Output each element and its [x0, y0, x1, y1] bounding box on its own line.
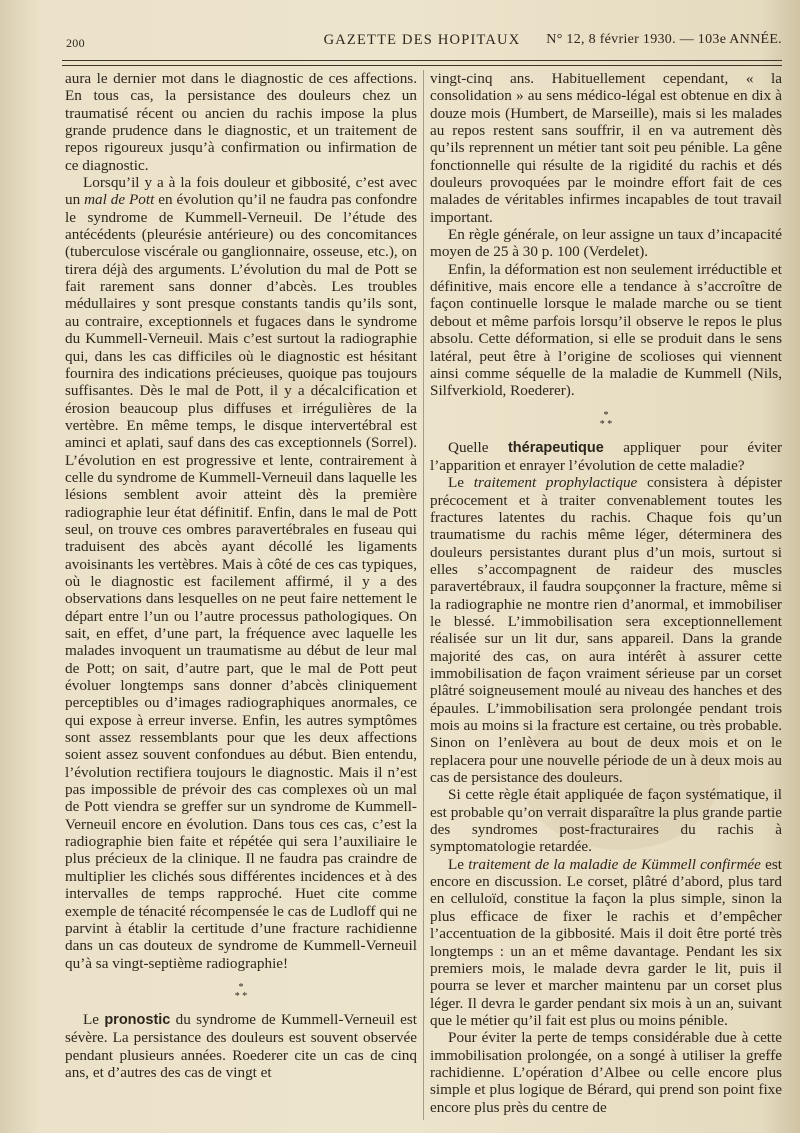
text-run: Le: [448, 855, 469, 873]
paragraph: [65, 174, 417, 972]
paragraph: [65, 1011, 417, 1081]
text-run: du syndrome de Kummell-Verneuil est sévère. La persistance des douleurs est souvent observée pendant plusieurs années. Roederer cite un cas de cinq ans, et d’autres des cas de vingt et: [65, 1010, 417, 1081]
journal-title: GAZETTE DES HOPITAUX: [323, 32, 521, 48]
star-mark: *: [238, 981, 244, 993]
star-mark: * *: [234, 990, 248, 1002]
paragraph: vingt-cinq ans. Habituellement cependant, « la consolidation » au sens médico-légal est obtenue en dix à douze mois (Humbert, de Marseille), mais si les malades au repos restent sans souffrir, il en va autrement dès qu’ils reprennent un métier tant soit peu pénible. La gêne fonctionnelle qui résulte de la rigidité du rachis et dés douleurs provoquées par le moindre effort fait de ces malades de véritables infirmes incapables de tout travail important.: [430, 70, 782, 226]
paragraph: aura le dernier mot dans le diagnostic de ces affections. En tous cas, la persistance des douleurs chez un traumatisé récent ou ancien du rachis impose la plus grande prudence dans le diagnostic, et un traitement de repos rigoureux jusqu’à confirmation ou infirmation de ce diagnostic.: [65, 70, 417, 174]
text-run: en évolution qu’il ne faudra pas confondre le syndrome de Kummell-Verneuil. De l’étude des antécédents (pleurésie antérieure) ou des concomitances (tuberculose viscérale ou ganglionnaire, osseuse, etc.), on tirera déjà des arguments. L’évolution du mal de Pott se fait rarement sans donner d’abcès. Les troubles médullaires y sont presque constants tandis qu’ils sont, au contraire, exceptionnels et fugaces dans le syndrome du Kummell-Verneuil. Mais c’est surtout la radiographie qui, dans les cas difficiles où le diagnostic est hésitant fournira des indications précieuses, quoique pas toujours suffisantes. Dès le mal de Pott, il y a décalcification et érosion beaucoup plus diffuses et irrégulières de la vertèbre. En même temps, le disque intervertébral est aminci et aplati, sauf dans des cas exceptionnels (Sorrel). L’évolution en est progressive et lente, contrairement à celle du syndrome de Kummell-Verneuil dans laquelle les lésions semblent avoir atteint dès la première radiographie leur état définitif. Enfin, dans le mal de Pott seul, on trouve ces ombres paravertébrales en fuseau qui traduisent des abcès ayant décollé les ligaments avoisinants les vertèbres. Mais à côté de ces cas typiques, où le diagnostic est facilement affirmé, il y a des observations dans lesquelles on ne peut faire nettement le départ entre l’un ou l’autre processus pathologiques. On sait, en effet, d’une part, la fréquence avec laquelle les malades invoquent un traumatisme au début de leur mal de Pott; on sait, d’autre part, que le mal de Pott peut évoluer longtemps sans donner d’abcès cliniquement perceptibles ou d’images radiographiques anormales, ce qui expose à erreur inverse. Enfin, les autres symptômes sont assez ressemblants pour que les deux affections soient assez souvent confondues au début. Bien entendu, l’évolution rectifiera toujours le diagnostic. Mais il n’est pas impossible de prévoir des cas complexes où un mal de Pott viendra se greffer sur un syndrome de Kummell-Verneuil encore en évolution. Dans tous ces cas, c’est la radiographie bien faite et répétée qui sera l’auxiliaire le plus précieux de la clinique. Il ne faudra pas craindre de multiplier les clichés sous différentes incidences et à des intervalles de temps rapproché. Huet cite comme exemple de ténacité récompensée le cas de Ludloff qui ne parvint à établir la certitude d’une fracture rachidienne dans un cas douteux de syndrome de Kummell-Verneuil qu’à sa vingt-septième radiographie!: [65, 191, 417, 972]
text-run: Le: [448, 474, 474, 492]
section-separator: [430, 411, 782, 429]
issue-info: N° 12, 8 février 1930. — 103e ANNÉE.: [546, 32, 782, 47]
section-keyword: thérapeutique: [507, 439, 604, 456]
text-run: appliquer pour éviter l’apparition et enrayer l’évolution de cette maladie?: [430, 438, 782, 474]
section-keyword: pronostic: [104, 1011, 171, 1028]
paragraph: [430, 439, 782, 475]
section-separator: [65, 983, 417, 1001]
text-run: Lorsqu’il y a à la fois douleur et gibbosité, c’est avec un: [65, 174, 417, 209]
italic-term: mal de Pott: [84, 191, 155, 209]
right-column: [430, 70, 782, 1120]
text-run: Quelle: [448, 438, 508, 456]
text-run: est encore en discussion. Le corset, plâtré d’abord, plus tard en celluloïd, constitue la façon la plus simple, sinon la plus efficace de fixer le rachis et d’empêcher l’accentuation de la gibbosité. Mais il doit être porté très longtemps : un an et même davantage. Pendant les six premiers mois, le malade devra garder le lit, puis il pourra se lever et marcher maintenu par un corset plus léger. Il devra le garder pendant six mois à un an, suivant que le métier qu’il fait est plus ou moins pénible.: [430, 855, 782, 1029]
column-divider: [423, 70, 424, 1120]
star-mark: *: [603, 409, 609, 421]
paragraph: Si cette règle était appliquée de façon systématique, il est probable qu’on verrait disparaître la plus grande partie des syndromes post-fracturaires du rachis à symptomatologie retardée.: [430, 786, 782, 856]
paragraph: [430, 856, 782, 1029]
italic-term: traitement prophylactique: [473, 474, 638, 492]
text-run: Le: [83, 1010, 105, 1028]
header-rule: [62, 60, 782, 66]
text-run: consistera à dépister précocement et à traiter convenablement toutes les fractures latentes du rachis. Chaque fois qu’un traumatisme du rachis même léger, déterminera des douleurs persistantes durant plus d’un mois, surtout si elles s’accompagnent de raideur des muscles paravertébraux, il faudra soupçonner la fracture, même si la radiographie ne montre rien d’anormal, et immobiliser le blessé. L’immobilisation sera exceptionnellement réalisée sur un lit dur, sans appareil. Dans la grande majorité des cas, on aura intérêt à assurer cette immobilisation de façon vraiment sérieuse par un corset plâtré soigneusement moulé au niveau des hanches et des épaules. L’immobilisation sera prolongée pendant trois mois au moins si la fracture est certaine, ou très probable. Sinon on l’enlèvera au bout de deux mois et on le replacera pour une nouvelle période de un à deux mois au cas de persistance des douleurs.: [430, 474, 782, 787]
paragraph: Enfin, la déformation est non seulement irréductible et définitive, mais encore elle a tendance à s’accroître de façon continuelle lorsque le malade marche ou se tient debout et même parfois lorsqu’il observe le repos le plus absolu. Cette déformation, si elle se produit dans le sens latéral, peut être à l’origine de scolioses qui viennent ainsi comme séquelle de la maladie de Kummell (Nils, Silfverkiold, Roederer).: [430, 260, 782, 400]
star-mark: * *: [599, 418, 613, 430]
paragraph: [430, 474, 782, 786]
paragraph: En règle générale, on leur assigne un taux d’incapacité moyen de 25 à 30 p. 100 (Verdelet).: [430, 226, 782, 261]
italic-term: traitement de la maladie de Kümmell confirmée: [468, 855, 761, 873]
page-number: 200: [66, 36, 85, 50]
paragraph: Pour éviter la perte de temps considérable due à cette immobilisation prolongée, on a songé à utiliser la greffe rachidienne. L’opération d’Albee ou celle encore plus simple et plus logique de Bérard, qui prend son point fixe encore plus près du centre de: [430, 1029, 782, 1116]
page-header: [62, 30, 782, 56]
left-column: [65, 70, 417, 1120]
